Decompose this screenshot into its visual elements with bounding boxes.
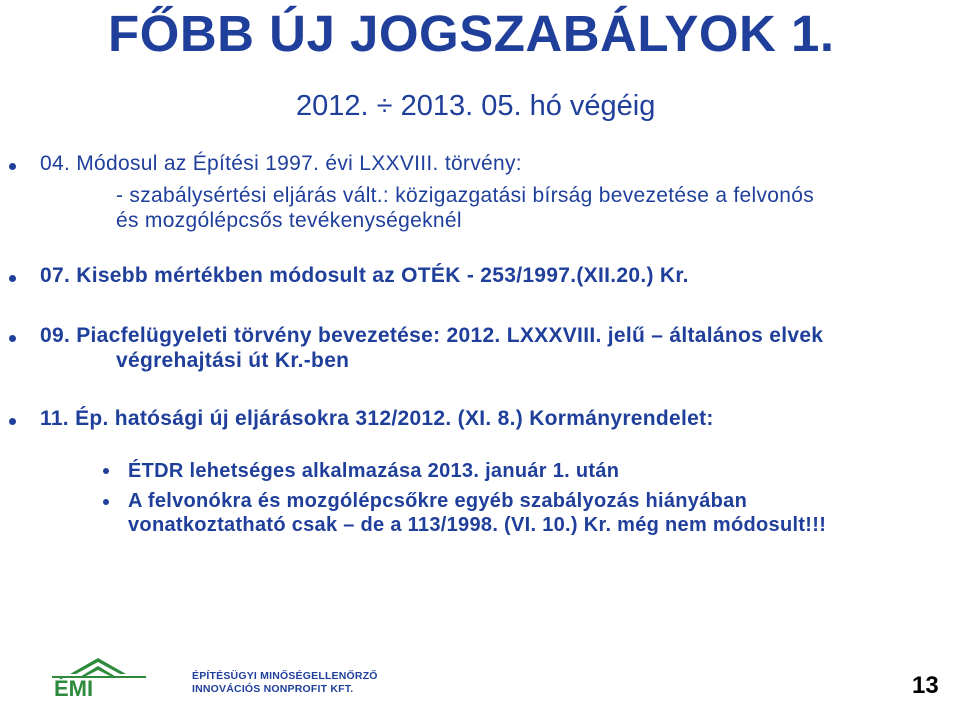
item-09-line1: 09. Piacfelügyeleti törvény bevezetése: 2012. LXXXVIII. jelű – általános elvek [40, 324, 824, 347]
date-range-subtitle: 2012. ÷ 2013. 05. hó végéig [296, 90, 656, 122]
bullet-icon [9, 418, 16, 425]
subitem-felvonok-line2: vonatkoztatható csak – de a 113/1998. (VI. 10.) Kr. még nem módosult!!! [128, 514, 827, 536]
subitem-etdr-line1: ÉTDR lehetséges alkalmazása 2013. január 1. után [128, 460, 620, 482]
item-04-line3: és mozgólépcsős tevékenységeknél [116, 209, 462, 232]
emi-logo [40, 652, 378, 698]
item-07-line1: 07. Kisebb mértékben módosult az OTÉK - 253/1997.(XII.20.) Kr. [40, 264, 689, 287]
item-04-line1: 04. Módosul az Építési 1997. évi LXXVIII. törvény: [40, 152, 522, 175]
item-09-line2: végrehajtási út Kr.-ben [116, 349, 350, 372]
sub-bullet-icon [103, 468, 109, 474]
item-11-line1: 11. Ép. hatósági új eljárásokra 312/2012. (XI. 8.) Kormányrendelet: [40, 407, 714, 430]
logo-line2: INNOVÁCIÓS NONPROFIT KFT. [192, 683, 354, 695]
slide-title: FŐBB ÚJ JOGSZABÁLYOK 1. [108, 5, 835, 62]
logo-line1: ÉPÍTÉSÜGYI MINŐSÉGELLENŐRZŐ [192, 670, 378, 682]
logo-abbr: ÉMI [54, 676, 94, 698]
emi-logo-mark [40, 652, 150, 698]
item-04-line2: - szabálysértési eljárás vált.: közigazgatási bírság bevezetése a felvonós [116, 184, 815, 207]
bullet-icon [9, 163, 16, 170]
page-number: 13 [912, 672, 939, 699]
bullet-icon [9, 275, 16, 282]
bullet-icon [9, 335, 16, 342]
sub-bullet-icon [103, 499, 109, 505]
subitem-felvonok-line1: A felvonókra és mozgólépcsőkre egyéb szabályozás hiányában [128, 490, 748, 512]
